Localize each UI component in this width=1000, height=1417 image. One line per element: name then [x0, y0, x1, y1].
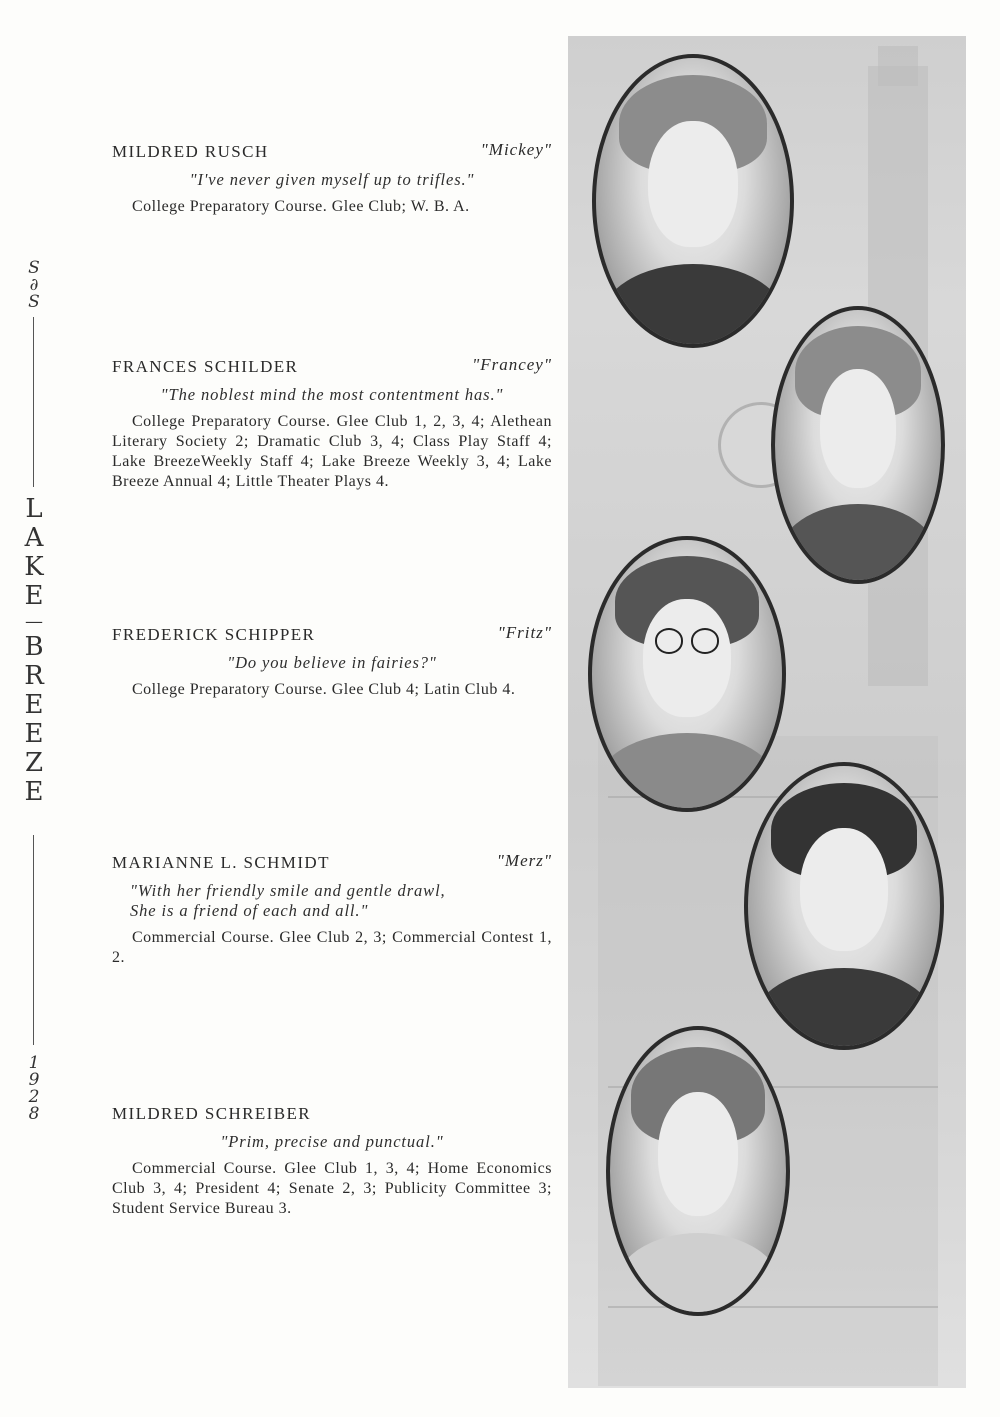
student-name: MARIANNE L. SCHMIDT — [112, 853, 330, 872]
student-nickname: "Mickey" — [480, 140, 552, 159]
student-name: MILDRED SCHREIBER — [112, 1104, 312, 1123]
decorative-spine — [14, 255, 54, 1345]
student-quote: "I've never given myself up to trifles." — [189, 170, 475, 189]
student-quote: "The noblest mind the most contentment has." — [160, 385, 504, 404]
spine-letter: E — [24, 581, 44, 611]
spine-title — [14, 495, 54, 807]
spine-letter: E — [24, 719, 44, 749]
student-entry — [112, 1104, 552, 1219]
glasses-icon — [691, 628, 720, 653]
year-digit: 9 — [28, 1070, 40, 1090]
spine-letter: R — [24, 661, 44, 691]
spine-letter: L — [25, 494, 43, 524]
spine-rule — [33, 317, 34, 487]
student-quote: "Prim, precise and punctual." — [220, 1132, 444, 1151]
student-entry — [112, 142, 552, 217]
portrait-photo — [606, 1026, 790, 1316]
student-quote: "Do you believe in fairies?" — [227, 653, 437, 672]
spine-rule — [33, 835, 34, 1045]
spine-letter: B — [24, 632, 44, 662]
spine-ornament: S ∂ S — [28, 258, 40, 312]
spine-letter: — — [25, 611, 43, 632]
student-entry — [112, 357, 552, 492]
student-activities: College Preparatory Course. Glee Club; W. B. A. — [132, 198, 470, 215]
student-nickname: "Merz" — [496, 851, 552, 870]
spine-letter: Z — [24, 748, 44, 778]
student-quote: "With her friendly smile and gentle drawl, She is a friend of each and all." — [130, 881, 446, 920]
student-name: FRANCES SCHILDER — [112, 357, 299, 376]
photo-column — [568, 36, 966, 1388]
spine-letter: A — [24, 523, 44, 553]
spine-letter: E — [24, 777, 44, 807]
student-activities: College Preparatory Course. Glee Club 4; Latin Club 4. — [132, 681, 516, 698]
student-activities: Commercial Course. Glee Club 2, 3; Commercial Contest 1, 2. — [112, 929, 552, 966]
spine-letter: E — [24, 690, 44, 720]
year-digit: 2 — [28, 1087, 40, 1107]
student-nickname: "Francey" — [472, 355, 552, 374]
student-entry — [112, 625, 552, 700]
spine-year — [14, 1055, 54, 1123]
portrait-photo — [744, 762, 944, 1050]
portrait-photo — [771, 306, 945, 584]
portrait-photo — [592, 54, 794, 348]
student-nickname: "Fritz" — [497, 623, 552, 642]
student-name: MILDRED RUSCH — [112, 142, 269, 161]
student-entry — [112, 853, 552, 968]
glasses-icon — [655, 628, 684, 653]
spine-letter: K — [24, 552, 44, 582]
student-activities: College Preparatory Course. Glee Club 1, 2, 3, 4; Alethean Literary Society 2; Dramatic Club 3, 4; Class Play Staff 4; Lake BreezeWeekly Staff 4; Lake Breeze Weekly 3, 4; Lake Breeze Annual 4; Little Theater Plays 4. — [112, 413, 552, 490]
year-digit: 8 — [28, 1104, 40, 1124]
student-name: FREDERICK SCHIPPER — [112, 625, 316, 644]
building-spire — [878, 46, 918, 86]
portrait-photo — [588, 536, 786, 812]
student-activities: Commercial Course. Glee Club 1, 3, 4; Home Economics Club 3, 4; President 4; Senate 2, 3; Publicity Committee 3; Student Service Bureau 3. — [112, 1160, 552, 1217]
year-digit: 1 — [28, 1053, 40, 1073]
